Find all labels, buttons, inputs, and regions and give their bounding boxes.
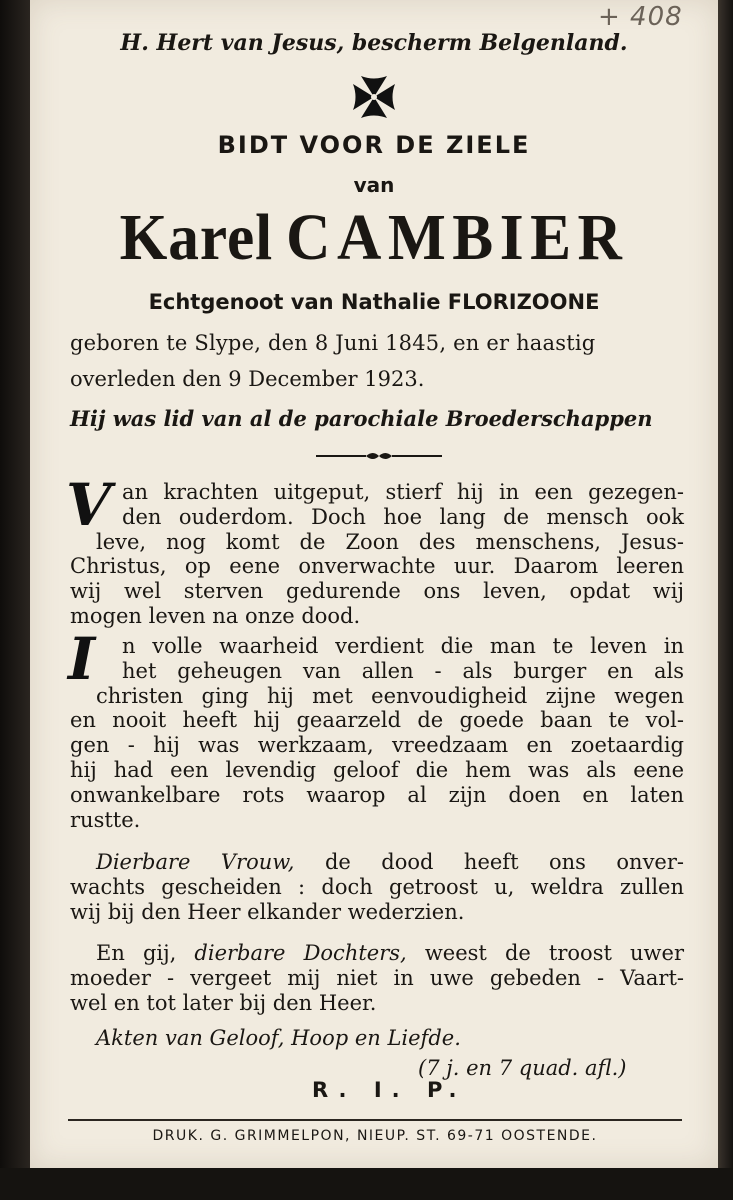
address-daughters: dierbare Dochters, (194, 941, 407, 965)
paragraph-line: en nooit heeft hij geaarzeld de goede baan te vol- (70, 708, 684, 733)
ornament-divider (316, 448, 442, 464)
paragraph-line: mogen leven na onze dood. (70, 603, 361, 628)
paragraph-1 (70, 480, 684, 629)
paragraph-line: rustte. (70, 807, 141, 832)
paragraph-4 (70, 941, 684, 1015)
address-wife: Dierbare Vrouw, (96, 850, 295, 874)
dropcap-i: I (68, 625, 96, 693)
card-right-shadow (718, 0, 733, 1200)
paragraph-line: gen - hij was werkzaam, vreedzaam en zoetaardig (70, 733, 684, 758)
indulgence-note: (7 j. en 7 quad. afl.) (418, 1056, 627, 1080)
spouse-line: Echtgenoot van Nathalie FLORIZOONE (148, 290, 600, 314)
paragraph-line: n volle waarheid verdient die man te leven in (122, 634, 684, 658)
paragraph-line: wij bij den Heer elkander wederzien. (70, 899, 465, 924)
paragraph-line: christen ging hij met eenvoudigheid zijne wegen (96, 683, 684, 708)
paragraph-line: wij wel sterven gedurende ons leven, opdat wij (70, 579, 684, 604)
paragraph-line: wel en tot later bij den Heer. (70, 990, 377, 1015)
born-line: geboren te Slype, den 8 Juni 1845, en er haastig (70, 331, 596, 355)
fraternity-line: Hij was lid van al de parochiale Broederschappen (70, 406, 653, 431)
paragraph-line: onwankelbare rots waarop al zijn doen en laten (70, 782, 684, 807)
motto: H. Hert van Jesus, bescherm Belgenland. (120, 30, 628, 56)
paragraph-3 (70, 850, 684, 924)
first-name: Karel (119, 201, 274, 274)
paragraph-line (70, 850, 684, 875)
maltese-cross-icon (30, 70, 718, 126)
paragraph-line: den ouderdom. Doch hoe lang de mensch ook (122, 504, 684, 529)
paragraph-line: Christus, op eene onverwachte uur. Daarom leeren (70, 554, 684, 579)
paragraph-line: leve, nog komt de Zoon des menschens, Jesus- (96, 529, 684, 554)
paragraph-line: hij had een levendig geloof die hem was als eene (70, 757, 684, 782)
card-bottom-shadow (0, 1168, 733, 1200)
paragraph-line: an krachten uitgeput, stierf hij in een gezegen- (122, 480, 684, 504)
acts-of-faith: Akten van Geloof, Hoop en Liefde. (96, 1026, 461, 1050)
printer-imprint: DRUK. G. GRIMMELPON, NIEUP. ST. 69-71 OOSTENDE. (152, 1128, 598, 1144)
paragraph-text: de dood heeft ons onver- (324, 850, 684, 874)
paragraph-line: het geheugen van allen - als burger en als (122, 658, 684, 683)
archive-mark: + 408 (598, 2, 683, 32)
paragraph-text: weest de troost uwer (424, 941, 684, 965)
van-label: van (353, 173, 395, 197)
paragraph-line: moeder - vergeet mij niet in uwe gebeden - Vaart- (70, 965, 684, 990)
rip: R. I. P. (312, 1078, 467, 1102)
paragraph-line: wachts gescheiden : doch getroost u, weldra zullen (70, 874, 684, 899)
dropcap-v: V (66, 471, 112, 539)
surname: CAMBIER (286, 201, 629, 274)
paragraph-line (70, 941, 684, 966)
heading: BIDT VOOR DE ZIELE (217, 131, 531, 159)
paragraph-2 (70, 634, 684, 832)
footer-rule (68, 1119, 682, 1121)
died-line: overleden den 9 December 1923. (70, 367, 425, 391)
deceased-name (54, 200, 694, 276)
card-left-shadow (0, 0, 30, 1200)
paragraph-text: En gij, (96, 941, 177, 965)
